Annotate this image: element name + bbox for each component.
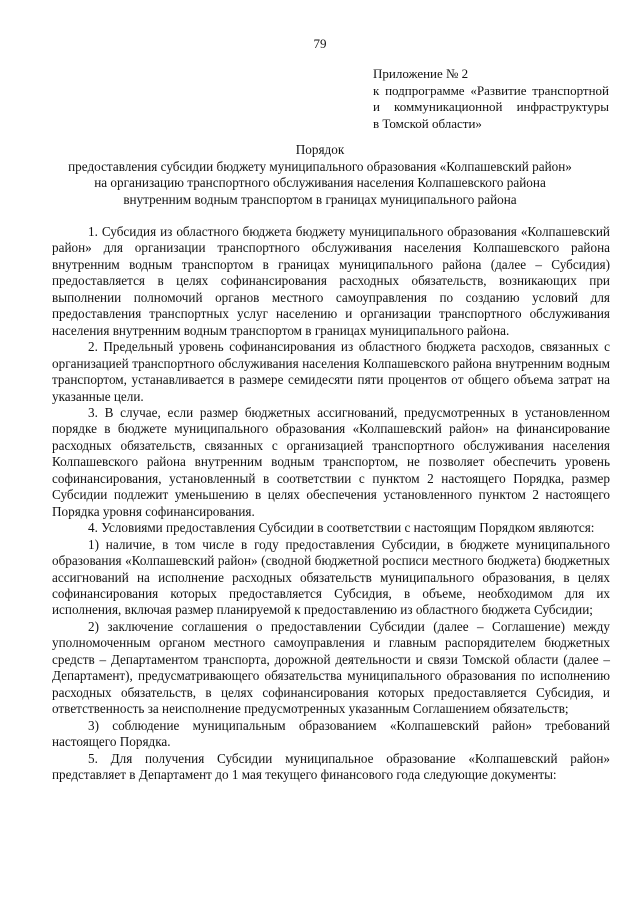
- page-number: 79: [313, 36, 327, 51]
- title-subtitle-line: на организацию транспортного обслуживания населения Колпашевского района: [94, 175, 546, 190]
- paragraph-5: 5. Для получения Субсидии муниципальное образование «Колпашевский район» представляет в Департамент до 1 мая текущего финансового года следующие документы:: [52, 750, 610, 782]
- title-heading: Порядок: [295, 142, 345, 157]
- paragraph-2: 2. Предельный уровень софинансирования из областного бюджета расходов, связанных с организацией транспортного обслуживания населения Колпашевского района внутренним водным транспортом, устанавливается в размере семидесяти пяти процентов от общего объема затрат на указанные цели.: [52, 339, 610, 404]
- appendix-note: [373, 66, 609, 132]
- title-subtitle-line: внутренним водным транспортом в границах муниципального района: [123, 191, 517, 207]
- paragraph-4-item-2: 2) заключение соглашения о предоставлении Субсидии (далее – Соглашение) между уполномоченным органом местного самоуправления и главным распорядителем бюджетных средств – Департаментом транспорта, дорожной деятельности и связи Томской области (далее – Департамент), предусматривающего обязательства муниципального образования по исполнению расходных обязательств, в целях софинансирования которых предоставляется Субсидия, и ответственность за неисполнение предусмотренных указанным Соглашением обязательств;: [52, 618, 610, 717]
- paragraph-4: 4. Условиями предоставления Субсидии в соответствии с настоящим Порядком являются:: [88, 520, 595, 536]
- document-title: [40, 142, 600, 208]
- appendix-line: и коммуникационной инфраструктуры: [373, 99, 609, 114]
- appendix-line: к подпрограмме «Развитие транспортной: [373, 82, 609, 98]
- appendix-line: Приложение № 2: [373, 66, 469, 81]
- appendix-line: в Томской области»: [373, 115, 482, 131]
- paragraph-4-item-3: 3) соблюдение муниципальным образованием «Колпашевский район» требований настоящего Порядка.: [52, 717, 610, 750]
- paragraph-3: 3. В случае, если размер бюджетных ассигнований, предусмотренных в установленном порядке в бюджете муниципального образования «Колпашевский район» на финансирование расходных обязательств, связанных с организацией транспортного обслуживания населения Колпашевского района внутренним водным транспортом, не позволяет обеспечить уровень софинансирования, установленный в соответствии с пунктом 2 настоящего Порядка, размер Субсидии подлежит уменьшению в целях обеспечения установленного пунктом 2 настоящего Порядка уровня софинансирования.: [52, 404, 610, 519]
- paragraph-4-item-1: 1) наличие, в том числе в году предоставления Субсидии, в бюджете муниципального образования «Колпашевский район» (сводной бюджетной росписи местного бюджета) бюджетных ассигнований на исполнение расходных обязательств муниципального образования, в целях софинансирования которых предоставляется Субсидия, в объеме, необходимом для их исполнения, включая размер планируемой к предоставлению из областного бюджета Субсидии;: [52, 536, 610, 618]
- title-subtitle-line: предоставления субсидии бюджету муниципального образования «Колпашевский район»: [68, 158, 572, 174]
- paragraph-1: 1. Субсидия из областного бюджета бюджету муниципального образования «Колпашевский район» для организации транспортного обслуживания населения Колпашевского района внутренним водным транспортом в границах муниципального района (далее – Субсидия) предоставляется в целях софинансирования расходных обязательств, возникающих при выполнении полномочий органов местного самоуправления по созданию условий для предоставления транспортных услуг населению и организации транспортного обслуживания населения внутренним водным транспортом в границах муниципального района.: [52, 224, 610, 338]
- document-body: [52, 224, 610, 783]
